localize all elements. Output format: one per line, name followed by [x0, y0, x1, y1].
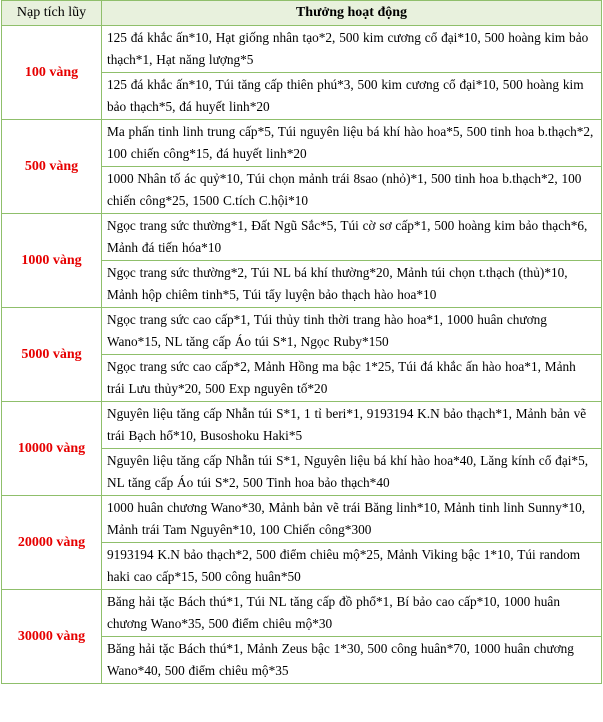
table-row [2, 214, 602, 261]
header-rewards: Thưởng hoạt động [102, 1, 602, 26]
reward-cell: Nguyên liệu tăng cấp Nhẫn túi S*1, Nguyên liệu bá khí hào hoa*40, Lăng kính cổ đại*5, NL tăng cấp Áo túi S*2, 500 Tinh hoa bảo thạch*40 [102, 449, 602, 496]
table-row [2, 402, 602, 449]
reward-table [1, 0, 602, 684]
reward-cell: 125 đá khắc ấn*10, Túi tăng cấp thiên phú*3, 500 kim cương cổ đại*10, 500 hoàng kim bảo thạch*5, đá huyết linh*20 [102, 73, 602, 120]
reward-cell: Ngọc trang sức thường*1, Đất Ngũ Sắc*5, Túi cờ sơ cấp*1, 500 hoàng kim bảo thạch*6, Mảnh đá tiến hóa*10 [102, 214, 602, 261]
reward-cell: Băng hải tặc Bách thú*1, Mảnh Zeus bậc 1*30, 500 công huân*70, 1000 huân chương Wano*40, 500 điểm chiêu mộ*35 [102, 637, 602, 684]
table-row [2, 26, 602, 73]
reward-cell: 125 đá khắc ấn*10, Hạt giống nhân tạo*2, 500 kim cương cổ đại*10, 500 hoàng kim bảo thạch*1, Hạt năng lượng*5 [102, 26, 602, 73]
table-row [2, 590, 602, 637]
table-row [2, 308, 602, 355]
reward-cell: 1000 Nhân tố ác quỷ*10, Túi chọn mảnh trái 8sao (nhỏ)*1, 500 tinh hoa b.thạch*2, 100 chiến công*25, 1500 C.tích C.hội*10 [102, 167, 602, 214]
tier-label: 30000 vàng [2, 590, 102, 684]
reward-cell: Ma phấn tinh linh trung cấp*5, Túi nguyên liệu bá khí hào hoa*5, 500 tinh hoa b.thạch*2, 100 chiến công*15, đá huyết linh*20 [102, 120, 602, 167]
tier-label: 5000 vàng [2, 308, 102, 402]
tier-label: 20000 vàng [2, 496, 102, 590]
reward-cell: Băng hải tặc Bách thú*1, Túi NL tăng cấp đồ phổ*1, Bí bảo cao cấp*10, 1000 huân chương Wano*35, 500 điểm chiêu mộ*30 [102, 590, 602, 637]
tier-label: 1000 vàng [2, 214, 102, 308]
reward-cell: 9193194 K.N bảo thạch*2, 500 điểm chiêu mộ*25, Mảnh Viking bậc 1*10, Túi random haki cao cấp*15, 500 công huân*50 [102, 543, 602, 590]
tier-label: 500 vàng [2, 120, 102, 214]
reward-cell: Ngọc trang sức thường*2, Túi NL bá khí thường*20, Mảnh túi chọn t.thạch (thủ)*10, Mảnh hộp chiêm tinh*5, Túi tẩy luyện bảo thạch hào hoa*10 [102, 261, 602, 308]
table-row [2, 120, 602, 167]
table-row [2, 496, 602, 543]
tier-label: 10000 vàng [2, 402, 102, 496]
reward-cell: Nguyên liệu tăng cấp Nhẫn túi S*1, 1 tỉ beri*1, 9193194 K.N bảo thạch*1, Mảnh bản vẽ trái Bạch hổ*10, Busoshoku Haki*5 [102, 402, 602, 449]
reward-cell: 1000 huân chương Wano*30, Mảnh bản vẽ trái Băng linh*10, Mảnh tinh linh Sunny*10, Mảnh trái Tam Nguyên*10, 100 Chiến công*300 [102, 496, 602, 543]
header-recharge: Nạp tích lũy [2, 1, 102, 26]
reward-cell: Ngọc trang sức cao cấp*2, Mảnh Hồng ma bậc 1*25, Túi đá khắc ấn hào hoa*1, Mảnh trái Lưu thủy*20, 500 Exp nguyên tố*20 [102, 355, 602, 402]
tier-label: 100 vàng [2, 26, 102, 120]
header-row [2, 1, 602, 26]
reward-cell: Ngọc trang sức cao cấp*1, Túi thủy tinh thời trang hào hoa*1, 1000 huân chương Wano*15, NL tăng cấp Áo túi S*1, Ngọc Ruby*150 [102, 308, 602, 355]
